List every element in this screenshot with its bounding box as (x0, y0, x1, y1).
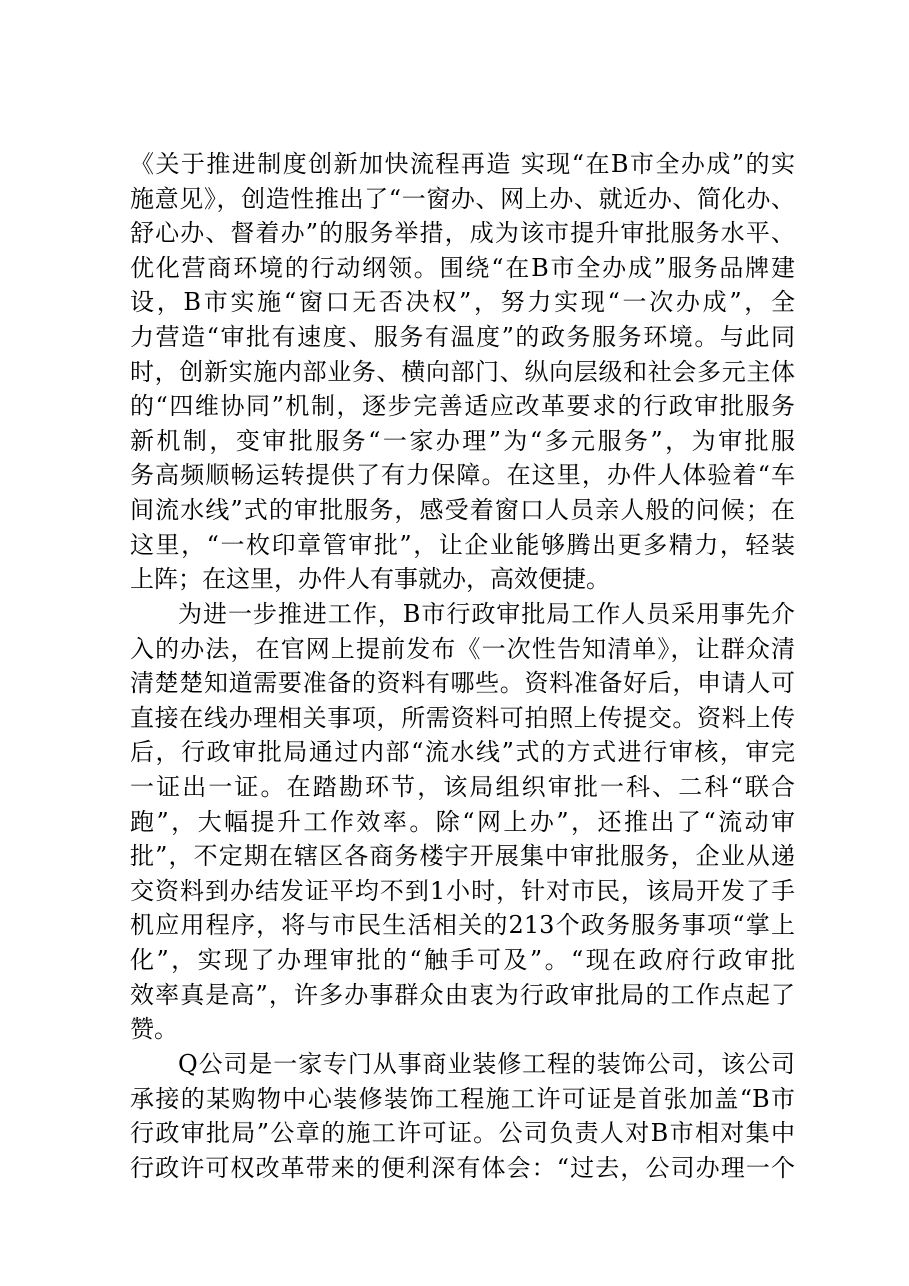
text-line: 这里，“一枚印章管审批”，让企业能够腾出更多精力，轻装 (130, 530, 795, 559)
text-line: 一证出一证。在踏勘环节，该局组织审批一科、二科“联合 (130, 772, 795, 801)
text-line: 新机制，变审批服务“一家办理”为“多元服务”，为审批服 (130, 426, 795, 455)
text-line: 舒心办、督着办”的服务举措，成为该市提升审批服务水平、 (130, 219, 795, 248)
text-line: 《关于推进制度创新加快流程再造 实现“在B市全办成”的实 (130, 150, 795, 178)
text-line: 上阵；在这里，办件人有事就办，高效便捷。 (130, 565, 610, 594)
text-line: 赞。 (130, 1015, 178, 1044)
text-line: 跑”，大幅提升工作效率。除“网上办”，还推出了“流动审 (130, 807, 795, 836)
text-line: 批”，不定期在辖区各商务楼宇开展集中审批服务，企业从递 (130, 842, 795, 871)
text-line: 施意见》，创造性推出了“一窗办、网上办、就近办、简化办、 (130, 184, 795, 213)
text-line: 时，创新实施内部业务、横向部门、纵向层级和社会多元主体 (130, 357, 795, 386)
text-line: 为进一步推进工作，B市行政审批局工作人员采用事先介 (178, 600, 795, 628)
text-line: 间流水线”式的审批服务，感受着窗口人员亲人般的问候；在 (130, 495, 795, 524)
paragraph-3 (130, 1047, 795, 1185)
text-line: 化”，实现了办理审批的“触手可及”。“现在政府行政审批 (130, 945, 795, 974)
text-line: 务高频顺畅运转提供了有力保障。在这里，办件人体验着“车 (130, 461, 795, 490)
text-line: 力营造“审批有速度、服务有温度”的政务服务环境。与此同 (130, 322, 795, 351)
text-line: 直接在线办理相关事项，所需资料可拍照上传提交。资料上传 (130, 703, 795, 732)
paragraph-1 (130, 147, 795, 597)
text-line: 行政许可权改革带来的便利深有体会：“过去，公司办理一个 (130, 1153, 795, 1182)
text-line: 机应用程序，将与市民生活相关的213个政务服务事项“掌上 (130, 911, 795, 940)
text-line: 入的办法，在官网上提前发布《一次性告知清单》，让群众清 (130, 634, 795, 663)
text-line: 效率真是高”，许多办事群众由衷为行政审批局的工作点起了 (130, 980, 795, 1009)
text-line: Q公司是一家专门从事商业装修工程的装饰公司，该公司 (178, 1050, 795, 1078)
text-line: 后，行政审批局通过内部“流水线”式的方式进行审核，审完 (130, 738, 795, 767)
text-line: 行政审批局”公章的施工许可证。公司负责人对B市相对集中 (130, 1119, 795, 1148)
text-line: 清楚楚知道需要准备的资料有哪些。资料准备好后，申请人可 (130, 669, 795, 698)
text-line: 承接的某购物中心装修装饰工程施工许可证是首张加盖“B市 (130, 1084, 795, 1113)
text-line: 交资料到办结发证平均不到1小时，针对市民，该局开发了手 (130, 876, 795, 905)
paragraph-2 (130, 597, 795, 1047)
text-line: 设，B市实施“窗口无否决权”，努力实现“一次办成”，全 (130, 288, 795, 317)
text-line: 优化营商环境的行动纲领。围绕“在B市全办成”服务品牌建 (130, 253, 795, 282)
text-line: 的“四维协同”机制，逐步完善适应改革要求的行政审批服务 (130, 392, 795, 421)
